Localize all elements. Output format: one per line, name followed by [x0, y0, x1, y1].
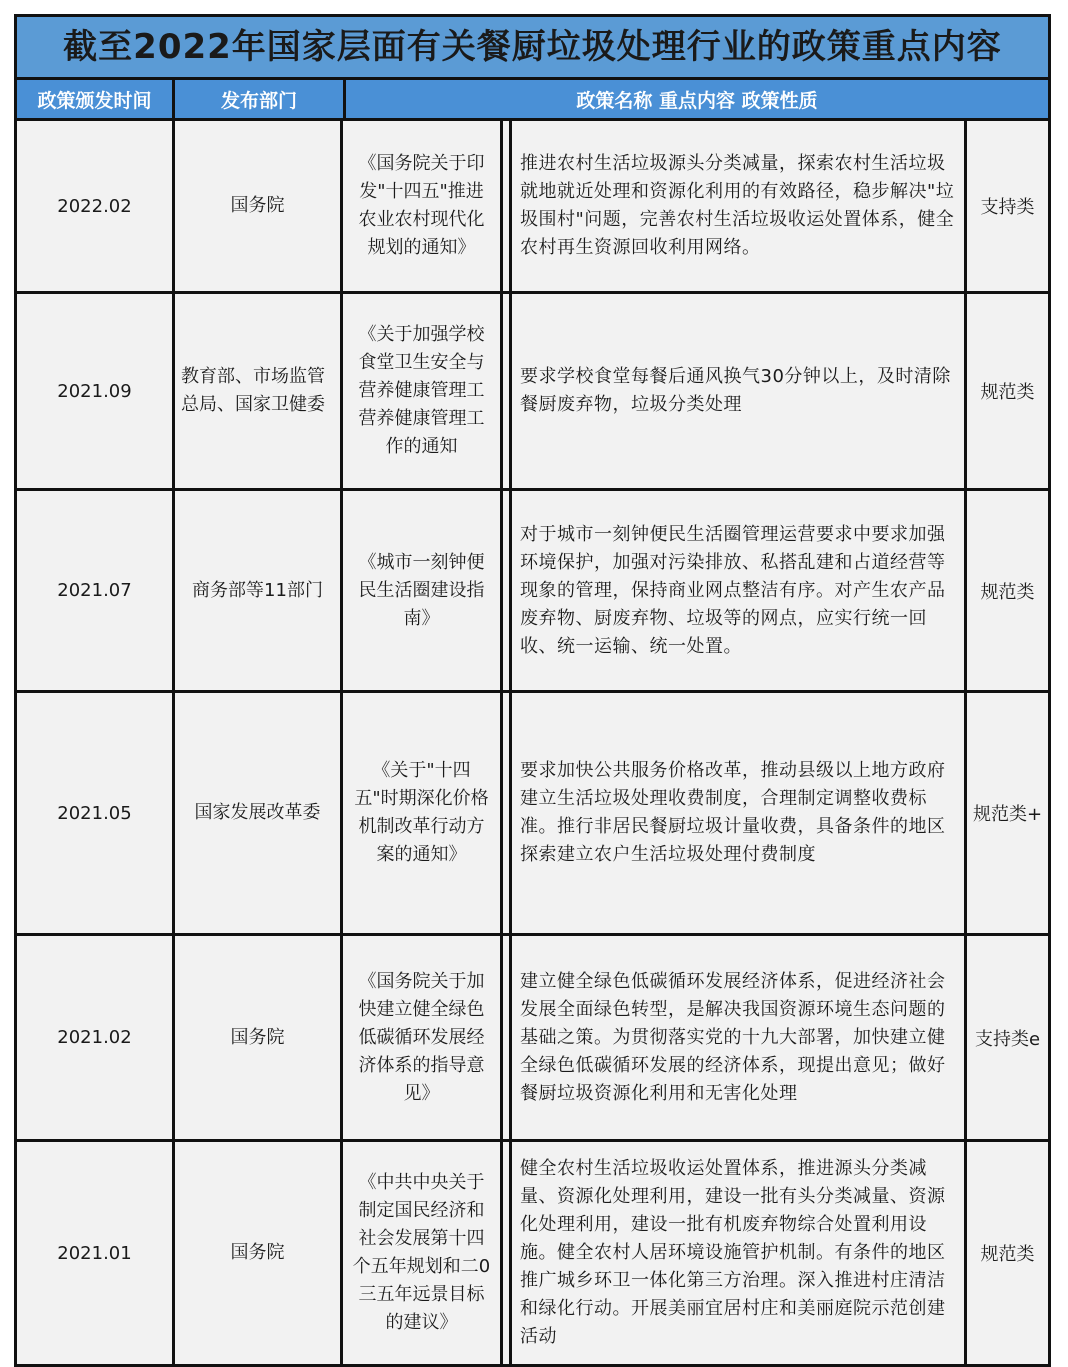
row-dept: 国务院	[175, 121, 343, 291]
row-policy-name: 《城市一刻钟便民生活圈建设指南》	[343, 491, 503, 690]
row-dept: 国务院	[175, 1142, 343, 1364]
row-date: 2021.09	[17, 294, 175, 488]
row-date: 2021.07	[17, 491, 175, 690]
row-dept: 商务部等11部门	[175, 491, 343, 690]
table-row	[17, 693, 1048, 936]
header-dept: 发布部门	[175, 80, 346, 118]
row-date: 2021.05	[17, 693, 175, 933]
table-row	[17, 1142, 1048, 1364]
row-date: 2021.02	[17, 936, 175, 1139]
table-row	[17, 294, 1048, 491]
row-type: 规范类	[980, 1244, 1035, 1265]
table-title: 截至2022年国家层面有关餐厨垃圾处理行业的政策重点内容	[17, 17, 1048, 80]
row-content: 建立健全绿色低碳循环发展经济体系，促进经济社会发展全面绿色转型，是解决我国资源环境生态问题的基础之策。为贯彻落实党的十九大部署，加快建立健全绿色低碳循环发展的经济体系，现提出意见；做好餐厨垃圾资源化利用和无害化处理	[512, 936, 967, 1139]
row-policy-name: 《国务院关于印发"十四五"推进农业农村现代化规划的通知》	[343, 121, 503, 291]
row-date: 2022.02	[17, 121, 175, 291]
row-policy-name: 《中共中央关于制定国民经济和社会发展第十四个五年规划和二0三五年远景目标的建议》	[343, 1142, 503, 1364]
policy-table	[14, 14, 1051, 1367]
row-content: 要求学校食堂每餐后通风换气30分钟以上，及时清除餐厨废弃物，垃圾分类处理	[512, 294, 967, 488]
header-combined: 政策名称 重点内容 政策性质	[576, 89, 818, 112]
row-policy-name: 《关于加强学校食堂卫生安全与营养健康管理工营养健康管理工作的通知	[343, 294, 503, 488]
table-row	[17, 936, 1048, 1142]
row-dept: 教育部、市场监管总局、国家卫健委	[175, 294, 343, 488]
row-dept: 国家发展改革委	[175, 693, 343, 933]
row-type: 支持类	[980, 197, 1035, 218]
row-type: 规范类+	[972, 804, 1043, 825]
row-date: 2021.01	[17, 1142, 175, 1364]
header-row	[17, 80, 1048, 121]
row-content: 健全农村生活垃圾收运处置体系，推进源头分类减量、资源化处理利用，建设一批有头分类减量、资源化处理利用，建设一批有机废弃物综合处置利用设施。健全农村人居环境设施管护机制。有条件的地区推广城乡环卫一体化第三方治理。深入推进村庄清洁和绿化行动。开展美丽宜居村庄和美丽庭院示范创建活动	[512, 1142, 967, 1364]
row-content: 对于城市一刻钟便民生活圈管理运营要求中要求加强环境保护，加强对污染排放、私搭乱建和占道经营等现象的管理，保持商业网点整洁有序。对产生农产品废弃物、厨废弃物、垃圾等的网点，应实行统一回收、统一运输、统一处置。	[512, 491, 967, 690]
row-type: 支持类e	[974, 1028, 1041, 1050]
row-policy-name: 《国务院关于加快建立健全绿色低碳循环发展经济体系的指导意见》	[343, 936, 503, 1139]
row-dept: 国务院	[175, 936, 343, 1139]
table-row	[17, 121, 1048, 294]
row-type: 规范类	[980, 382, 1035, 403]
row-content: 推进农村生活垃圾源头分类减量，探索农村生活垃圾就地就近处理和资源化利用的有效路径，稳步解决"垃圾围村"问题，完善农村生活垃圾收运处置体系，健全农村再生资源回收利用网络。	[512, 121, 967, 291]
row-type: 规范类	[980, 581, 1035, 603]
header-date: 政策颁发时间	[17, 80, 175, 118]
row-policy-name: 《关于"十四五"时期深化价格机制改革行动方案的通知》	[343, 693, 503, 933]
table-row	[17, 491, 1048, 693]
row-content: 要求加快公共服务价格改革，推动县级以上地方政府建立生活垃圾处理收费制度，合理制定调整收费标准。推行非居民餐厨垃圾计量收费，具备条件的地区探索建立农户生活垃圾处理付费制度	[512, 693, 967, 933]
